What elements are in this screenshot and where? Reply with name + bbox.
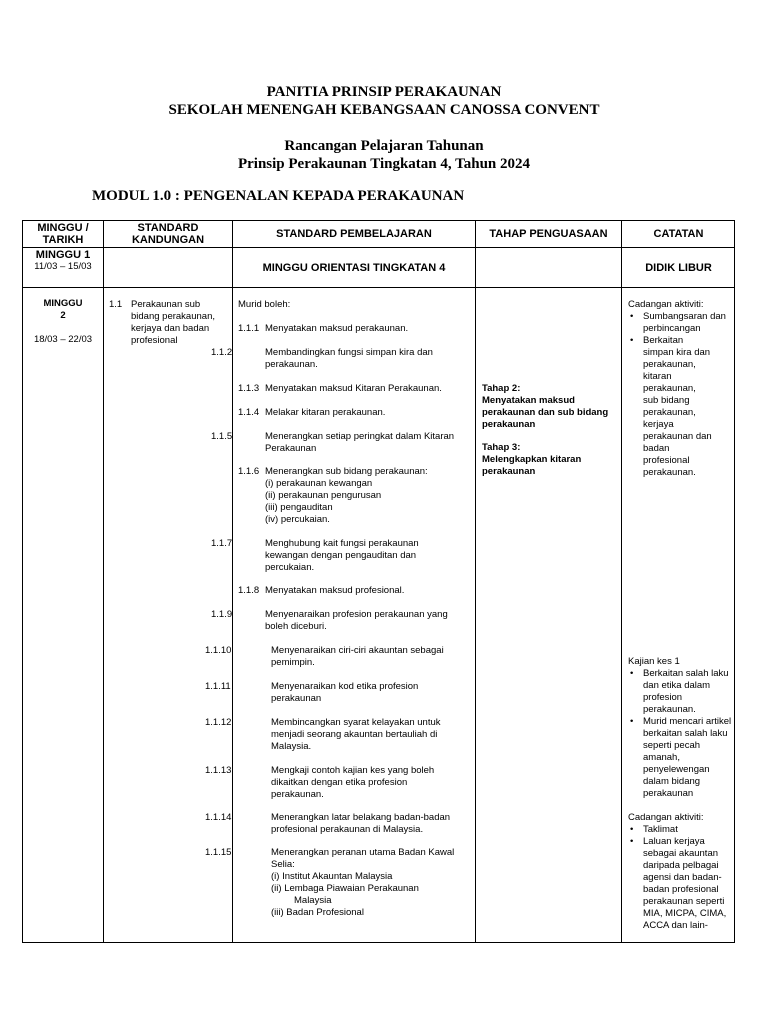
item-text: Menerangkan sub bidang perakaunan:: [265, 466, 428, 477]
item-number: 1.1.12: [205, 717, 232, 728]
item-number: 1.1.3: [238, 383, 260, 394]
tahap-2-text: Menyatakan maksud perakaunan dan sub bidang perakaunan: [482, 395, 609, 430]
sub-item: (i) perakaunan kewangan: [265, 478, 373, 489]
header-line-1: PANITIA PRINSIP PERAKAUNAN: [266, 84, 502, 100]
column-header-catatan: CATATAN: [653, 228, 704, 240]
column-header-tahap: TAHAP PENGUASAAN: [489, 228, 608, 240]
kandungan-number: 1.1: [109, 299, 123, 310]
column-divider: [232, 221, 233, 942]
learning-standard-item: [205, 765, 453, 801]
learning-standard-item: [211, 609, 466, 633]
learning-standard-item: [238, 323, 473, 335]
item-number: 1.1.11: [205, 681, 231, 692]
catatan-bullet: • Sumbangsaran dan perbincangan: [628, 311, 732, 335]
learning-standard-item: [205, 645, 463, 669]
sub-item: Malaysia: [294, 895, 332, 906]
tahap-3-label: Tahap 3:: [482, 442, 521, 453]
item-text: Membincangkan syarat kelayakan untuk menjadi seorang akauntan bertauliah di Malaysia.: [271, 717, 441, 752]
column-header-minggu: MINGGU / TARIKH: [37, 222, 89, 246]
column-divider: [621, 221, 622, 942]
row-divider: [23, 287, 734, 288]
item-number: 1.1.4: [238, 407, 260, 418]
catatan-bullet: • Berkaitan simpan kira dan perakaunan, kitaran perakaunan, sub bidang perakaunan, kerjaya perakaunan dan badan profesional perakaunan.: [628, 335, 732, 479]
week-1-date: 11/03 – 15/03: [34, 261, 92, 272]
learning-standard-item: [238, 585, 473, 597]
item-number: 1.1.6: [238, 466, 260, 477]
murid-boleh-intro: Murid boleh:: [238, 299, 291, 310]
item-number: 1.1.14: [205, 812, 232, 823]
sub-item: (iii) pengauditan: [265, 502, 333, 513]
catatan-title: Cadangan aktiviti:: [628, 812, 704, 823]
week-1-cell: [23, 249, 103, 273]
column-divider: [475, 221, 476, 942]
sub-item: (i) Institut Akauntan Malaysia: [271, 871, 393, 882]
header-line-3: Rancangan Pelajaran Tahunan: [284, 138, 484, 154]
tahap-2-label: Tahap 2:: [482, 383, 521, 394]
catatan-bullet: • Murid mencari artikel berkaitan salah laku seperti pecah amanah, penyelewengan dalam bidang perakaunan: [628, 716, 732, 800]
sub-item: (ii) perakaunan pengurusan: [265, 490, 382, 501]
item-number: 1.1.2: [211, 347, 233, 358]
item-text: Menyatakan maksud profesional.: [265, 585, 405, 596]
item-text: Menerangkan latar belakang badan-badan profesional perakaunan di Malaysia.: [271, 812, 451, 835]
catatan-kajian-kes: [628, 656, 732, 800]
item-text: Menyenaraikan kod etika profesion perakaunan: [271, 681, 419, 704]
item-number: 1.1.9: [211, 609, 233, 620]
learning-standard-item: [205, 812, 473, 836]
item-number: 1.1.8: [238, 585, 260, 596]
tahap-3-block: [482, 442, 612, 478]
tahap-3-text: Melengkapkan kitaran perakaunan: [482, 454, 582, 477]
item-text: Menerangkan peranan utama Badan Kawal Selia:: [271, 847, 455, 870]
catatan-bullet: • Taklimat: [628, 824, 732, 836]
item-number: 1.1.1: [238, 323, 260, 334]
sub-item: (iv) percukaian.: [265, 514, 330, 525]
sub-item: (iii) Badan Profesional: [271, 907, 364, 918]
catatan-aktiviti-2: [628, 812, 732, 932]
item-text: Menerangkan setiap peringkat dalam Kitaran Perakaunan: [265, 431, 455, 454]
lesson-plan-table: [22, 220, 735, 943]
catatan-title: Cadangan aktiviti:: [628, 299, 704, 310]
item-number: 1.1.7: [211, 538, 233, 549]
item-text: Membandingkan fungsi simpan kira dan perakaunan.: [265, 347, 433, 370]
learning-standard-item: [205, 681, 438, 705]
sub-item: (ii) Lembaga Piawaian Perakaunan: [271, 883, 419, 894]
column-divider: [103, 221, 104, 942]
item-text: Menghubung kait fungsi perakaunan kewangan dengan pengauditan dan percukaian.: [265, 538, 419, 573]
week-2-label: MINGGU 2: [43, 298, 83, 321]
orientation-week-label: MINGGU ORIENTASI TINGKATAN 4: [262, 261, 446, 274]
kandungan-text: Perakaunan sub bidang perakaunan, kerjaya dan badan profesional: [131, 299, 215, 346]
item-text: Menyatakan maksud perakaunan.: [265, 323, 409, 334]
learning-standard-item: [211, 431, 470, 455]
modul-title: MODUL 1.0 : PENGENALAN KEPADA PERAKAUNAN: [92, 188, 465, 204]
item-number: 1.1.5: [211, 431, 233, 442]
learning-standard-item: [238, 383, 473, 395]
learning-standard-item: [238, 466, 473, 526]
item-text: Mengkaji contoh kajian kes yang boleh dikaitkan dengan etika profesion perakaunan.: [271, 765, 435, 800]
catatan-aktiviti-1: [628, 299, 732, 479]
column-header-kandungan: STANDARD KANDUNGAN: [131, 222, 205, 246]
item-text: Menyatakan maksud Kitaran Perakaunan.: [265, 383, 442, 394]
didik-libur-label: DIDIK LIBUR: [645, 261, 712, 274]
catatan-bullet: • Berkaitan salah laku dan etika dalam profesion perakaunan.: [628, 668, 732, 716]
week-1-label: MINGGU 1: [35, 249, 91, 261]
learning-standard-item: [211, 347, 458, 371]
learning-standard-item: [205, 847, 473, 919]
column-header-pembelajaran: STANDARD PEMBELAJARAN: [276, 228, 432, 240]
learning-standard-item: [238, 407, 473, 419]
item-number: 1.1.10: [205, 645, 232, 656]
item-text: Menyenaraikan profesion perakaunan yang boleh diceburi.: [265, 609, 448, 632]
standard-kandungan-cell: [109, 299, 229, 347]
header-line-4: Prinsip Perakaunan Tingkatan 4, Tahun 2024: [237, 156, 531, 172]
learning-standard-item: [211, 538, 438, 574]
item-text: Menyenaraikan ciri-ciri akauntan sebagai pemimpin.: [271, 645, 444, 668]
catatan-title: Kajian kes 1: [628, 656, 680, 667]
item-number: 1.1.15: [205, 847, 232, 858]
tahap-2-block: [482, 383, 612, 431]
item-number: 1.1.13: [205, 765, 232, 776]
week-2-cell: [23, 298, 103, 346]
catatan-bullet: • Laluan kerjaya sebagai akauntan daripada pelbagai agensi dan badan-badan profesional perakaunan seperti MIA, MICPA, CIMA, ACCA dan lain-: [628, 836, 732, 932]
learning-standard-item: [205, 717, 463, 753]
header-line-2: SEKOLAH MENENGAH KEBANGSAAN CANOSSA CONVENT: [168, 102, 600, 118]
week-2-date: 18/03 – 22/03: [33, 334, 93, 345]
item-text: Melakar kitaran perakaunan.: [265, 407, 386, 418]
